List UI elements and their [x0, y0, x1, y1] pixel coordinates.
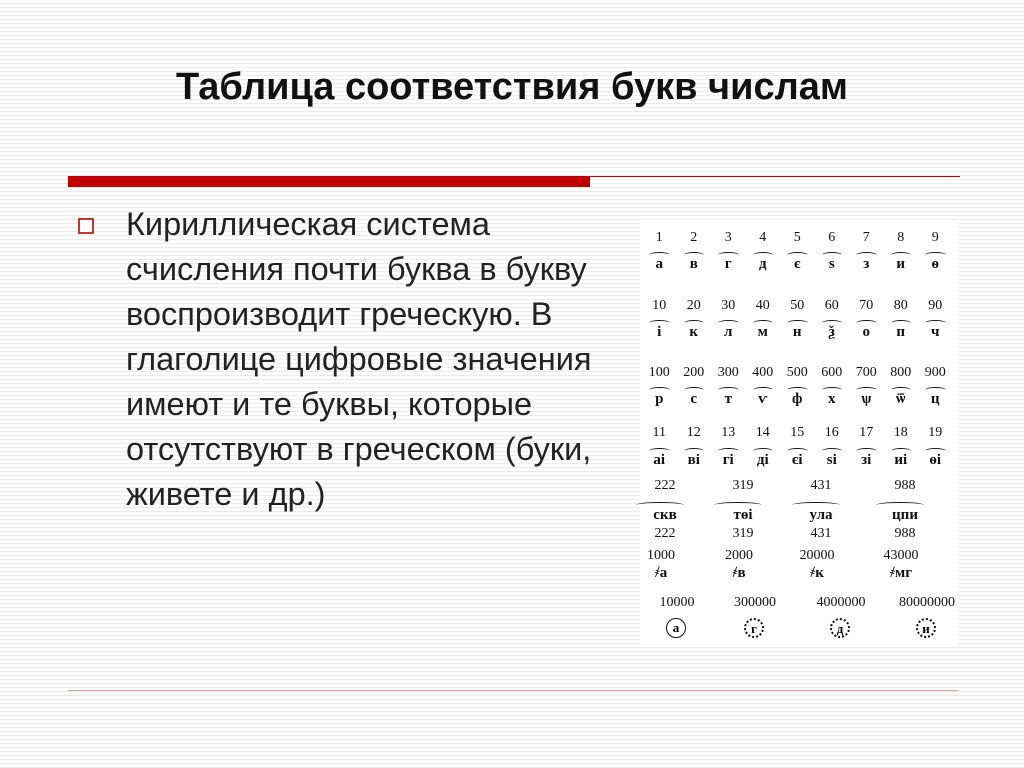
bottom-rule — [68, 690, 958, 691]
cyrillic-numeral: о — [862, 324, 870, 340]
numeral-value: 319 — [732, 526, 754, 541]
slide-title: Таблица соответствия букв числам — [176, 66, 848, 108]
cyrillic-numeral: з — [863, 256, 870, 272]
circled-numeral: г — [744, 618, 764, 638]
numeral-value: 16 — [824, 425, 839, 440]
cyrillic-numeral: цпи — [892, 507, 918, 523]
cyrillic-numeral: а — [655, 256, 663, 272]
cyrillic-numeral: ѱ — [861, 391, 872, 407]
circled-numeral: а — [666, 618, 686, 638]
circled-numeral: д — [830, 618, 850, 638]
numeral-value: 2000 — [725, 548, 753, 563]
cyrillic-numeral: аі — [653, 452, 666, 468]
cyrillic-numeral: ді — [756, 452, 769, 468]
cyrillic-numeral: х — [828, 391, 836, 407]
numeral-value: 1 — [655, 230, 663, 245]
numeral-value: 19 — [928, 425, 943, 440]
numeral-value: 50 — [790, 298, 805, 313]
cyrillic-numeral: є — [794, 256, 801, 272]
numeral-value: 70 — [859, 298, 874, 313]
numeral-value: 90 — [928, 298, 943, 313]
numeral-value: 20000 — [799, 548, 835, 563]
hollow-square-bullet-icon — [78, 218, 94, 234]
cyrillic-numeral: т — [724, 391, 732, 407]
cyrillic-numeral: г — [724, 256, 732, 272]
cyrillic-numeral: к — [689, 324, 699, 340]
numeral-value: 1000 — [647, 548, 675, 563]
numeral-value: 222 — [654, 478, 676, 493]
numeral-value: 12 — [686, 425, 701, 440]
cyrillic-numeral: ҂а — [654, 565, 668, 581]
cyrillic-numeral: ѿ — [896, 391, 906, 407]
cyrillic-numeral: ҂к — [810, 565, 824, 581]
numeral-value: 400 — [752, 365, 774, 380]
numeral-value: 700 — [855, 365, 877, 380]
cyrillic-numeral: єі — [791, 452, 803, 468]
cyrillic-numeral: ҂в — [732, 565, 746, 581]
title-underline-bar — [68, 176, 590, 187]
cyrillic-numeral: с — [690, 391, 698, 407]
numeral-value: 17 — [859, 425, 874, 440]
numeral-value: 30 — [721, 298, 736, 313]
numeral-value: 300000 — [734, 595, 776, 610]
cyrillic-numeral: ѳі — [929, 452, 942, 468]
cyrillic-numeral: п — [896, 324, 906, 340]
title-underline-rule — [590, 176, 960, 177]
numeral-value: 3 — [724, 230, 732, 245]
numeral-table-image — [640, 220, 958, 645]
numeral-value: 10 — [652, 298, 667, 313]
numeral-value: 18 — [893, 425, 908, 440]
numeral-value: 319 — [732, 478, 754, 493]
cyrillic-numeral: скв — [653, 507, 677, 523]
cyrillic-numeral: ѕі — [826, 452, 837, 468]
numeral-value: 800 — [890, 365, 912, 380]
cyrillic-numeral: ѕ — [828, 256, 835, 272]
cyrillic-numeral: тѳі — [733, 507, 753, 523]
numeral-value: 988 — [894, 526, 916, 541]
numeral-value: 80000000 — [899, 595, 955, 610]
numeral-value: 431 — [810, 526, 832, 541]
numeral-value: 7 — [862, 230, 870, 245]
numeral-value: 300 — [717, 365, 739, 380]
cyrillic-numeral: ѯ — [828, 324, 835, 340]
numeral-value: 900 — [924, 365, 946, 380]
numeral-value: 8 — [897, 230, 905, 245]
cyrillic-numeral: н — [792, 324, 802, 340]
cyrillic-numeral: ула — [809, 507, 833, 523]
numeral-value: 2 — [690, 230, 698, 245]
numeral-value: 431 — [810, 478, 832, 493]
cyrillic-numeral: в — [689, 256, 698, 272]
cyrillic-numeral: и — [896, 256, 906, 272]
numeral-value: 4 — [759, 230, 767, 245]
cyrillic-numeral: ҂мг — [889, 565, 913, 581]
numeral-value: 100 — [648, 365, 670, 380]
numeral-value: 600 — [821, 365, 843, 380]
cyrillic-numeral: д — [758, 256, 767, 272]
cyrillic-numeral: ѳ — [931, 256, 939, 272]
numeral-value: 500 — [786, 365, 808, 380]
cyrillic-numeral: гі — [722, 452, 734, 468]
numeral-value: 40 — [755, 298, 770, 313]
numeral-value: 60 — [824, 298, 839, 313]
cyrillic-numeral: л — [724, 324, 733, 340]
numeral-value: 13 — [721, 425, 736, 440]
numeral-value: 9 — [931, 230, 939, 245]
cyrillic-numeral: р — [655, 391, 664, 407]
cyrillic-numeral: м — [757, 324, 768, 340]
cyrillic-numeral: ч — [931, 324, 940, 340]
cyrillic-numeral: ѵ — [758, 391, 768, 407]
numeral-value: 4000000 — [816, 595, 866, 610]
cyrillic-numeral: і — [657, 324, 662, 340]
numeral-value: 5 — [793, 230, 801, 245]
numeral-value: 80 — [893, 298, 908, 313]
numeral-value: 222 — [654, 526, 676, 541]
numeral-value: 15 — [790, 425, 805, 440]
cyrillic-numeral: ві — [687, 452, 700, 468]
circled-numeral: и — [916, 618, 936, 638]
cyrillic-numeral: ц — [930, 391, 940, 407]
numeral-value: 200 — [683, 365, 705, 380]
numeral-value: 988 — [894, 478, 916, 493]
cyrillic-numeral: зі — [861, 452, 872, 468]
bullet-text: Кириллическая система счисления почти буква в букву воспроизводит греческую. В глаголице цифровые значения имеют и те буквы, которые отсутствуют в греческом (буки, живете и др.) — [126, 206, 592, 512]
numeral-value: 6 — [828, 230, 836, 245]
numeral-value: 11 — [652, 425, 666, 440]
cyrillic-numeral: ф — [792, 391, 803, 407]
cyrillic-numeral: иі — [894, 452, 908, 468]
numeral-value: 43000 — [883, 548, 919, 563]
numeral-value: 14 — [755, 425, 770, 440]
numeral-value: 10000 — [659, 595, 695, 610]
numeral-value: 20 — [686, 298, 701, 313]
